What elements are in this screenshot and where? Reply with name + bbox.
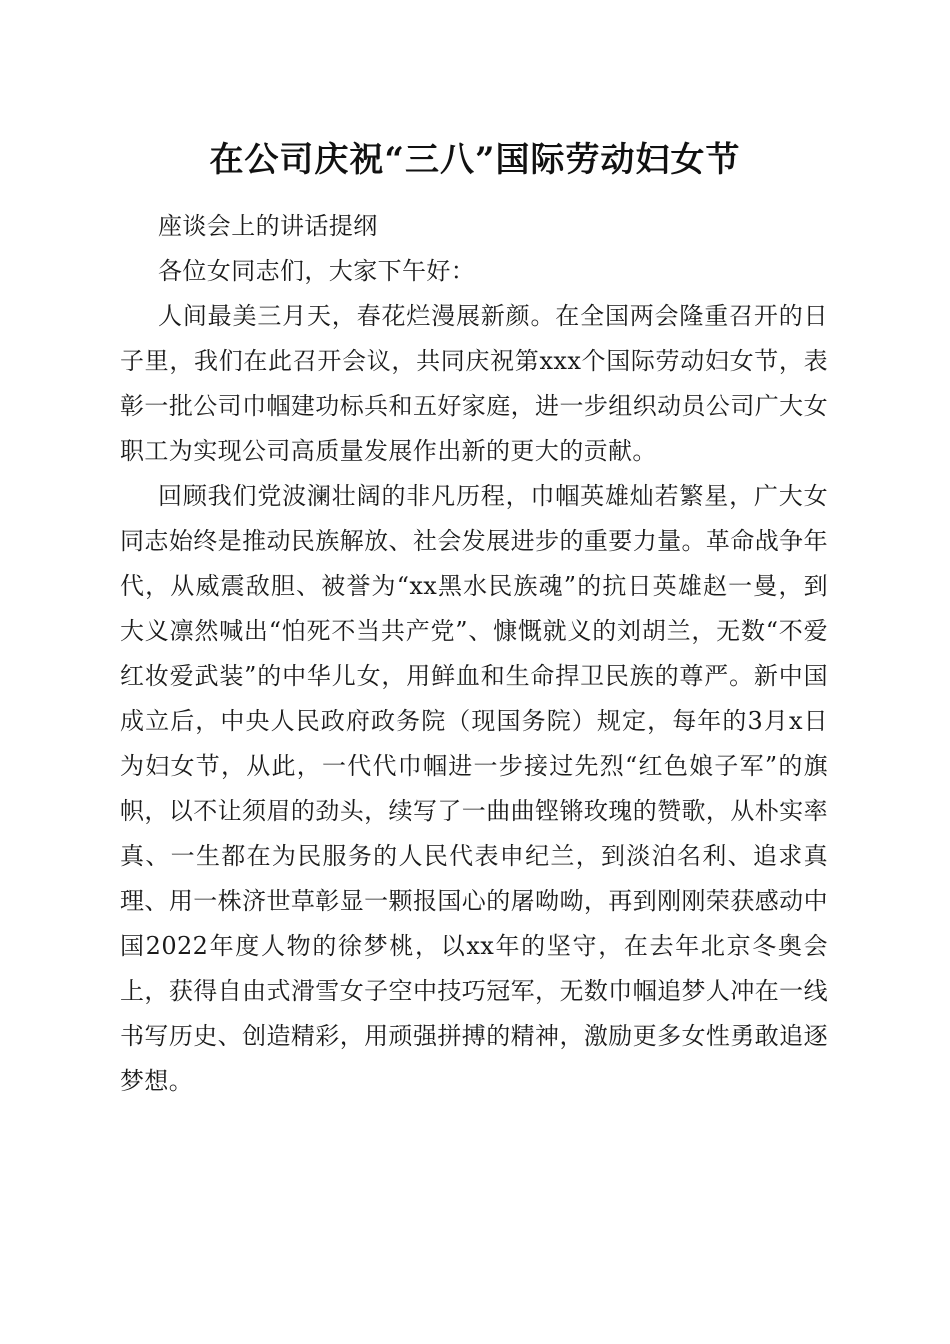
document-title: 在公司庆祝“三八”国际劳动妇女节 <box>209 140 741 180</box>
document-body <box>120 204 828 1104</box>
paragraph-1: 人间最美三月天，春花烂漫展新颜。在全国两会隆重召开的日子里，我们在此召开会议，共同庆祝第xxx个国际劳动妇女节，表彰一批公司巾帼建功标兵和五好家庭，进一步组织动员公司广大女职工为实现公司高质量发展作出新的更大的贡献。 <box>120 302 828 465</box>
subtitle-line: 座谈会上的讲话提纲 <box>158 212 378 240</box>
salutation-line: 各位女同志们，大家下午好： <box>158 257 476 285</box>
paragraph-2: 回顾我们党波澜壮阔的非凡历程，巾帼英雄灿若繁星，广大女同志始终是推动民族解放、社会发展进步的重要力量。革命战争年代，从威震敌胆、被誉为“xx黑水民族魂”的抗日英雄赵一曼，到大义凛然喊出“怕死不当共产党”、慷慨就义的刘胡兰，无数“不爱红妆爱武装”的中华儿女，用鲜血和生命捍卫民族的尊严。新中国成立后，中央人民政府政务院（现国务院）规定，每年的3月x日为妇女节，从此，一代代巾帼进一步接过先烈“红色娘子军”的旗帜，以不让须眉的劲头，续写了一曲曲铿锵玫瑰的赞歌，从朴实率真、一生都在为民服务的人民代表申纪兰，到淡泊名利、追求真理、用一株济世草彰显一颗报国心的屠呦呦，再到刚刚荣获感动中国2022年度人物的徐梦桃，以xx年的坚守，在去年北京冬奥会上，获得自由式滑雪女子空中技巧冠军，无数巾帼追梦人冲在一线书写历史、创造精彩，用顽强拼搏的精神，激励更多女性勇敢追逐梦想。 <box>120 482 828 1095</box>
